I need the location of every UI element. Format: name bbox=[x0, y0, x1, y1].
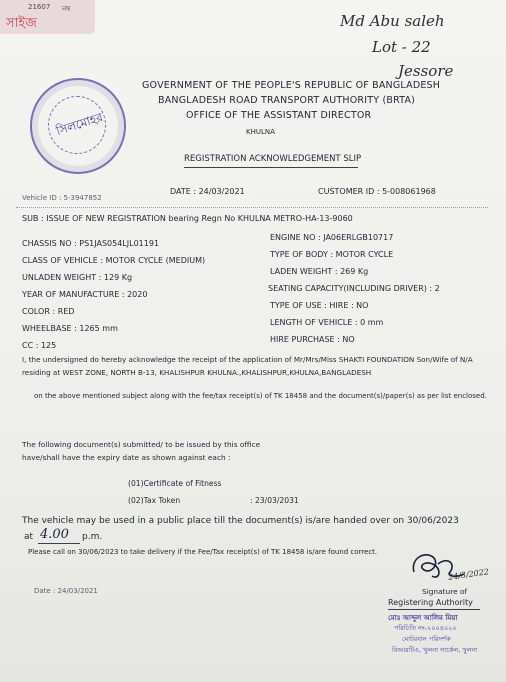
document-expiry: : 23/03/2031 bbox=[250, 496, 299, 505]
office-seal bbox=[30, 78, 126, 174]
seating-capacity: SEATING CAPACITY(INCLUDING DRIVER) : 2 bbox=[268, 284, 440, 293]
documents-intro-line-1: The following document(s) submitted/ to be issued by this office bbox=[22, 440, 261, 449]
document-item: (02)Tax Token bbox=[128, 496, 181, 505]
authority-underline bbox=[388, 609, 480, 610]
handwritten-lot: Lot - 22 bbox=[372, 38, 431, 56]
acknowledgement-line-1: I, the undersigned do hereby acknowledge the receipt of the application of Mr/Mrs/Miss SHAKTI FOUNDATION Son/Wife of N/A bbox=[22, 355, 473, 364]
handwritten-time: 4.00 bbox=[40, 527, 69, 542]
officer-stamp-name: মোঃ আব্দুল আলিম মিয়া bbox=[388, 614, 458, 622]
body-type: TYPE OF BODY : MOTOR CYCLE bbox=[270, 250, 394, 259]
corner-stamp-number: 21607 bbox=[28, 3, 51, 11]
engine-cc: CC : 125 bbox=[22, 341, 57, 350]
type-of-use: TYPE OF USE : HIRE : NO bbox=[270, 301, 369, 310]
seal-text: সিলমোহর bbox=[54, 109, 105, 139]
acknowledgement-line-2: residing at WEST ZONE, NORTH B-13, KHALISHPUR KHULNA.,KHALISHPUR,KHULNA,BANGLADESH bbox=[22, 368, 372, 377]
corner-stamp-handwriting: সাইজ bbox=[6, 16, 37, 31]
delivery-note: Please call on 30/06/2023 to take delivery if the Fee/Tax receipt(s) of TK 18458 is/are found correct. bbox=[28, 548, 378, 556]
handwritten-city: Jessore bbox=[398, 62, 454, 80]
officer-stamp-title: মোটরযান পরিদর্শক bbox=[402, 635, 451, 643]
year-of-manufacture: YEAR OF MANUFACTURE : 2020 bbox=[22, 290, 148, 299]
slip-title: REGISTRATION ACKNOWLEDGEMENT SLIP bbox=[184, 154, 362, 164]
vehicle-class: CLASS OF VEHICLE : MOTOR CYCLE (MEDIUM) bbox=[22, 256, 206, 265]
hire-purchase: HIRE PURCHASE : NO bbox=[270, 335, 355, 344]
chassis-no: CHASSIS NO : PS1JAS054LJL01191 bbox=[22, 239, 160, 248]
engine-no: ENGINE NO : JA06ERLGB10717 bbox=[270, 233, 394, 242]
vehicle-id: Vehicle ID : 5-3947852 bbox=[22, 194, 102, 202]
meta-divider bbox=[16, 207, 488, 208]
handwritten-name: Md Abu saleh bbox=[340, 12, 445, 30]
time-underline bbox=[38, 543, 80, 544]
laden-weight: LADEN WEIGHT : 269 Kg bbox=[270, 267, 369, 276]
officer-stamp-office: বিআরটিএ, খুলনা সার্কেল, খুলনা bbox=[392, 646, 478, 654]
vehicle-color: COLOR : RED bbox=[22, 307, 75, 316]
customer-id: CUSTOMER ID : 5-008061968 bbox=[318, 187, 436, 196]
header-brta: BANGLADESH ROAD TRANSPORT AUTHORITY (BRTA) bbox=[158, 95, 416, 106]
fee-receipt-line: on the above mentioned subject along with the fee/tax receipt(s) of TK 18458 and the document(s)/paper(s) as per list enclosed. bbox=[34, 392, 487, 400]
document-item: (01)Certificate of Fitness bbox=[128, 479, 222, 488]
signature-date: 24/3/2022 bbox=[447, 567, 490, 582]
subject-line: SUB : ISSUE OF NEW REGISTRATION bearing Regn No KHULNA METRO-HA-13-9060 bbox=[22, 214, 353, 223]
header-government: GOVERNMENT OF THE PEOPLE'S REPUBLIC OF BANGLADESH bbox=[142, 80, 441, 91]
unladen-weight: UNLADEN WEIGHT : 129 Kg bbox=[22, 273, 133, 282]
usage-line: The vehicle may be used in a public place till the document(s) is/are handed over on 30/06/2023 bbox=[22, 516, 459, 526]
usage-at: at bbox=[24, 532, 34, 542]
slip-date: DATE : 24/03/2021 bbox=[170, 187, 245, 196]
title-underline bbox=[184, 167, 358, 168]
header-city: KHULNA bbox=[246, 128, 275, 136]
corner-stamp bbox=[0, 0, 95, 34]
documents-intro-line-2: have/shall have the expiry date as shown against each : bbox=[22, 453, 231, 462]
usage-pm: p.m. bbox=[82, 532, 103, 542]
corner-stamp-label: নম্ব bbox=[62, 5, 71, 13]
header-office: OFFICE OF THE ASSISTANT DIRECTOR bbox=[186, 110, 372, 121]
wheelbase: WHEELBASE : 1265 mm bbox=[22, 324, 118, 333]
vehicle-length: LENGTH OF VEHICLE : 0 mm bbox=[270, 318, 384, 327]
footer-date: Date : 24/03/2021 bbox=[34, 587, 98, 595]
registering-authority: Registering Authority bbox=[388, 598, 473, 607]
signature-label: Signature of bbox=[422, 587, 468, 596]
officer-stamp-id: পরিচিতি নং-২০০৪০২০ bbox=[394, 624, 457, 632]
